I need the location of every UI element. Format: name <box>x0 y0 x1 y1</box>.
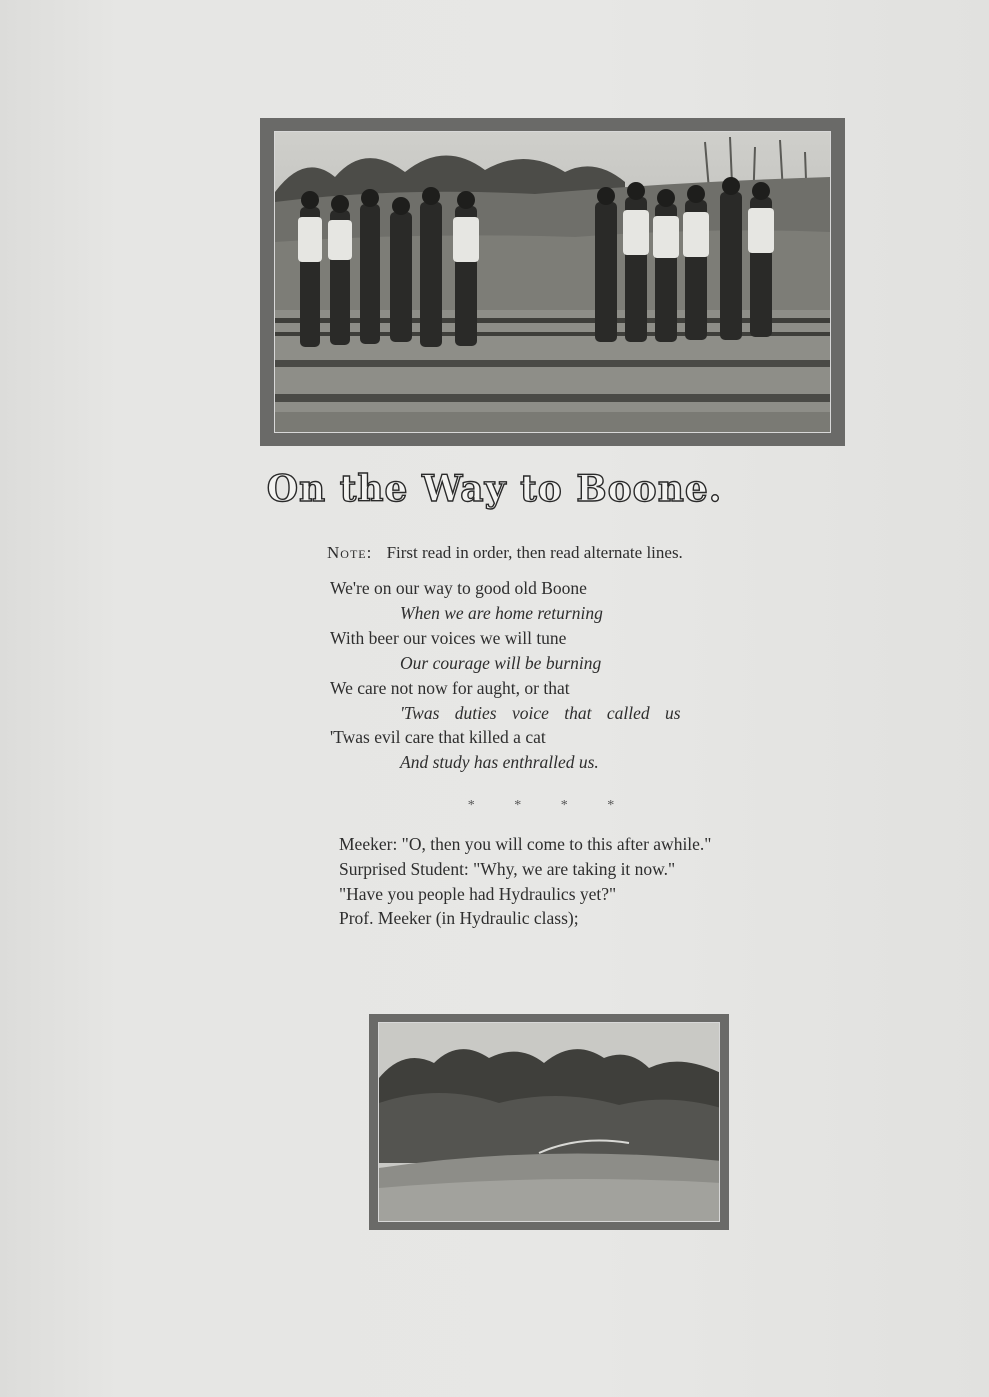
poem-line: Our courage will be burning <box>400 652 602 673</box>
note-text: First read in order, then read alternate lines. <box>386 543 683 562</box>
poem <box>330 576 681 775</box>
railroad-students-photo <box>260 118 845 446</box>
poem-line: We care not now for aught, or that <box>330 677 570 698</box>
poem-line: 'Twas evil care that killed a cat <box>330 727 546 748</box>
railroad-photo-image <box>275 132 830 432</box>
section-separator: * * * * <box>467 798 633 813</box>
poem-line: 'Twas duties voice that called us <box>400 702 681 723</box>
joke-line: Prof. Meeker (in Hydraulic class); <box>339 908 579 929</box>
page-title: On the Way to Boone. <box>266 468 723 510</box>
joke-block <box>339 832 711 931</box>
note <box>327 543 683 563</box>
poem-line: We're on our way to good old Boone <box>330 578 587 598</box>
joke-line: "Have you people had Hydraulics yet?" <box>339 883 617 904</box>
poem-line: With beer our voices we will tune <box>330 627 567 648</box>
joke-line: Surprised Student: "Why, we are taking it now." <box>339 858 676 879</box>
joke-line: Meeker: "O, then you will come to this after awhile." <box>339 834 712 854</box>
poem-line: And study has enthralled us. <box>400 752 599 773</box>
note-label: Note: <box>327 543 373 562</box>
poem-line: When we are home returning <box>400 602 603 623</box>
park-photo-image <box>379 1023 720 1222</box>
park-landscape-photo <box>369 1014 729 1230</box>
